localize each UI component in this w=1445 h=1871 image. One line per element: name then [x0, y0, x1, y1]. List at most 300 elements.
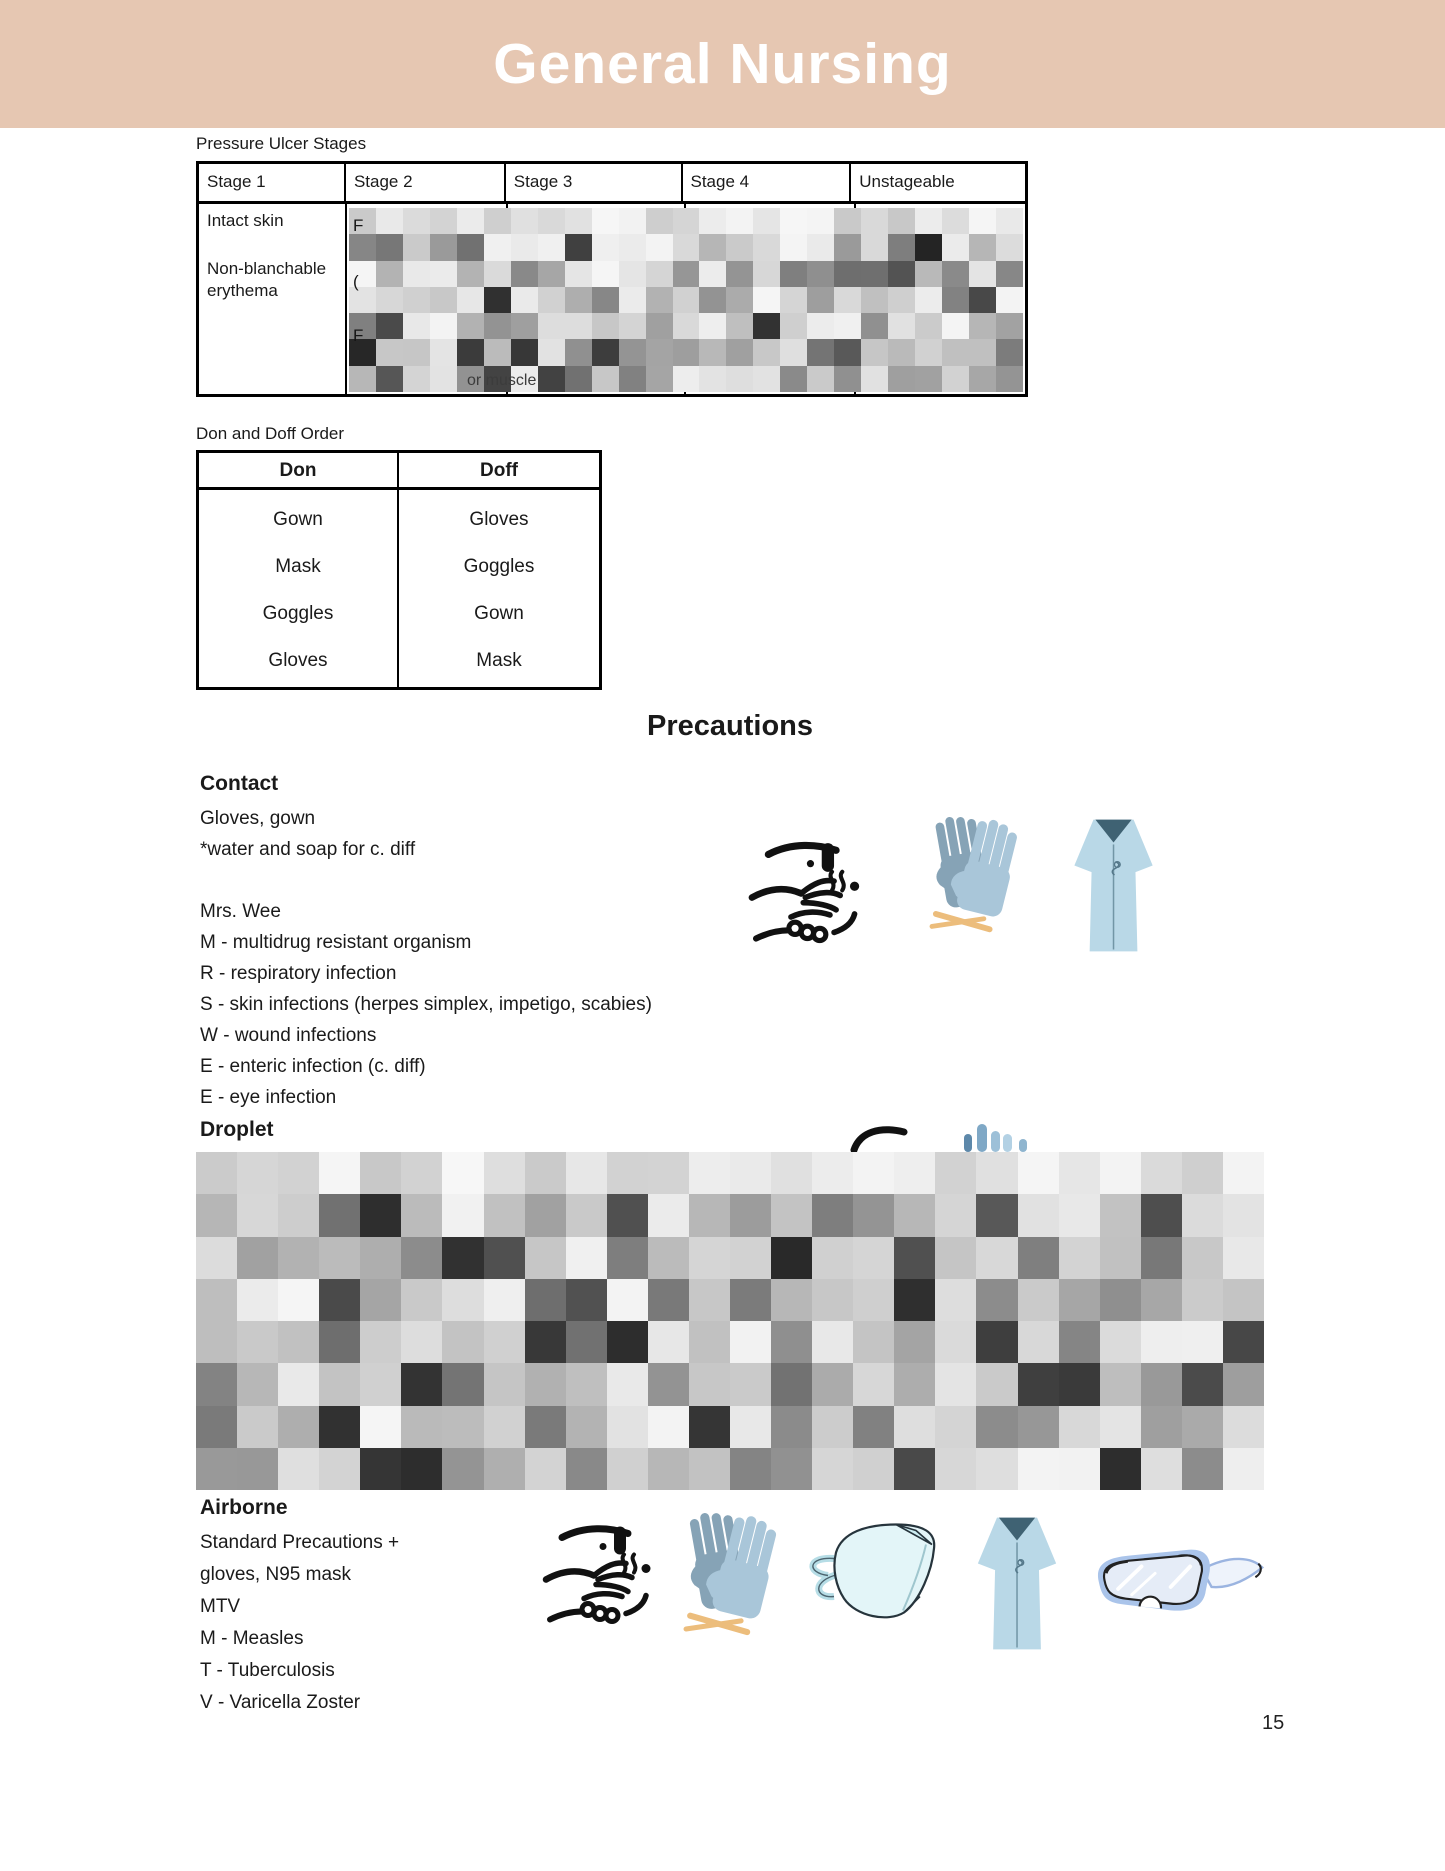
mosaic-cell: [888, 234, 915, 260]
mosaic-cell: [592, 261, 619, 287]
mosaic-cell: [442, 1279, 483, 1321]
mosaic-cell: [1059, 1448, 1100, 1490]
mosaic-cell: [699, 313, 726, 339]
mosaic-cell: [319, 1194, 360, 1236]
mosaic-cell: [484, 1237, 525, 1279]
mosaic-cell: [915, 366, 942, 392]
mosaic-cell: [1100, 1152, 1141, 1194]
mosaic-cell: [430, 208, 457, 234]
mosaic-cell: [1182, 1237, 1223, 1279]
mosaic-cell: [457, 208, 484, 234]
stage1-cell: [199, 204, 345, 308]
mosaic-cell: [278, 1237, 319, 1279]
mosaic-cell: [726, 208, 753, 234]
don-doff-header-cell: Doff: [480, 460, 518, 481]
mosaic-cell: [1059, 1194, 1100, 1236]
mosaic-cell: [566, 1194, 607, 1236]
mosaic-cell: [976, 1279, 1017, 1321]
mosaic-cell: [1223, 1406, 1264, 1448]
mosaic-cell: [1059, 1321, 1100, 1363]
mosaic-cell: [689, 1406, 730, 1448]
mosaic-cell: [403, 208, 430, 234]
don-doff-table-label: Don and Doff Order: [196, 424, 345, 443]
mosaic-cell: [861, 366, 888, 392]
mosaic-cell: [484, 313, 511, 339]
mosaic-cell: [278, 1363, 319, 1405]
mosaic-cell: [457, 261, 484, 287]
mosaic-cell: [196, 1237, 237, 1279]
pressure-ulcer-table-body: [199, 204, 1025, 394]
mosaic-cell: [780, 366, 807, 392]
handwash-icon: [745, 838, 880, 956]
mosaic-cell: [834, 261, 861, 287]
mosaic-cell: [525, 1152, 566, 1194]
mosaic-cell: [771, 1152, 812, 1194]
mosaic-cell: [430, 234, 457, 260]
doff-item: Gown: [474, 602, 524, 624]
mosaic-cell: [942, 366, 969, 392]
mosaic-cell: [894, 1194, 935, 1236]
mosaic-cell: [511, 208, 538, 234]
mosaic-cell: [969, 261, 996, 287]
don-doff-header-cell: Don: [199, 453, 399, 487]
mosaic-cell: [442, 1237, 483, 1279]
mosaic-cell: [812, 1152, 853, 1194]
mosaic-cell: [237, 1321, 278, 1363]
don-item: Gloves: [268, 649, 328, 671]
contact-line: Gloves, gown: [200, 808, 316, 829]
mosaic-cell: [726, 313, 753, 339]
mosaic-cell: [442, 1194, 483, 1236]
mosaic-cell: [430, 261, 457, 287]
mosaic-cell: [753, 366, 780, 392]
mosaic-cell: [894, 1363, 935, 1405]
mosaic-cell: [237, 1448, 278, 1490]
mosaic-cell: [360, 1194, 401, 1236]
mosaic-cell: [1100, 1194, 1141, 1236]
mosaic-cell: [648, 1237, 689, 1279]
mosaic-cell: [484, 1406, 525, 1448]
contact-line: Mrs. Wee: [200, 901, 281, 922]
mosaic-cell: [1018, 1448, 1059, 1490]
mosaic-cell: [349, 234, 376, 260]
mosaic-cell: [592, 366, 619, 392]
mosaic-cell: [834, 234, 861, 260]
mosaic-cell: [565, 366, 592, 392]
pressure-ulcer-table-header: [199, 164, 1025, 204]
mosaic-cell: [894, 1448, 935, 1490]
mosaic-cell: [646, 366, 673, 392]
mosaic-cell: [525, 1448, 566, 1490]
mosaic-cell: [525, 1237, 566, 1279]
mosaic-cell: [1182, 1152, 1223, 1194]
mosaic-cell: [996, 339, 1023, 365]
mosaic-cell: [812, 1448, 853, 1490]
mosaic-cell: [730, 1406, 771, 1448]
mosaic-cell: [780, 313, 807, 339]
mosaic-cell: [360, 1406, 401, 1448]
mosaic-cell: [401, 1237, 442, 1279]
mosaic-cell: [1182, 1194, 1223, 1236]
mosaic-cell: [648, 1363, 689, 1405]
mosaic-cell: [237, 1279, 278, 1321]
doff-item: Mask: [476, 649, 522, 671]
mosaic-cell: [403, 366, 430, 392]
don-item: Mask: [275, 555, 321, 577]
mosaic-cell: [1100, 1237, 1141, 1279]
mosaic-cell: [457, 287, 484, 313]
mosaic-cell: [442, 1406, 483, 1448]
mosaic-cell: [935, 1194, 976, 1236]
mosaic-cell: [401, 1152, 442, 1194]
mosaic-cell: [566, 1279, 607, 1321]
pressure-ulcer-header-cell: Unstageable: [859, 172, 955, 191]
mosaic-cell: [1141, 1279, 1182, 1321]
mosaic-cell: [1223, 1152, 1264, 1194]
mosaic-cell: [196, 1321, 237, 1363]
mosaic-cell: [196, 1194, 237, 1236]
mosaic-cell: [511, 339, 538, 365]
mosaic-cell: [565, 234, 592, 260]
n95-mask-icon: [808, 1510, 948, 1635]
mosaic-cell: [538, 234, 565, 260]
mosaic-cell: [376, 261, 403, 287]
mosaic-cell: [915, 313, 942, 339]
mosaic-cell: [894, 1279, 935, 1321]
mosaic-cell: [834, 208, 861, 234]
mosaic-cell: [996, 208, 1023, 234]
mosaic-cell: [689, 1448, 730, 1490]
mosaic-cell: [853, 1321, 894, 1363]
don-item: Gown: [273, 508, 323, 530]
mosaic-cell: [566, 1237, 607, 1279]
mosaic-cell: [996, 261, 1023, 287]
mosaic-cell: [484, 1448, 525, 1490]
mosaic-cell: [942, 339, 969, 365]
mosaic-cell: [753, 261, 780, 287]
mosaic-cell: [861, 287, 888, 313]
mosaic-cell: [607, 1321, 648, 1363]
mosaic-cell: [430, 287, 457, 313]
mosaic-cell: [592, 234, 619, 260]
mosaic-cell: [780, 234, 807, 260]
mosaic-cell: [319, 1448, 360, 1490]
mosaic-cell: [484, 1363, 525, 1405]
mosaic-cell: [1059, 1363, 1100, 1405]
mosaic-cell: [401, 1321, 442, 1363]
contact-line: M - multidrug resistant organism: [200, 932, 472, 953]
mosaic-cell: [969, 234, 996, 260]
mosaic-cell: [753, 287, 780, 313]
mosaic-cell: [646, 234, 673, 260]
mosaic-cell: [861, 313, 888, 339]
doff-item: Gloves: [469, 508, 529, 530]
mosaic-cell: [812, 1194, 853, 1236]
mosaic-cell: [566, 1363, 607, 1405]
mosaic-cell: [807, 234, 834, 260]
mosaic-cell: [1100, 1321, 1141, 1363]
mosaic-cell: [484, 1152, 525, 1194]
mosaic-cell: [812, 1406, 853, 1448]
mosaic-cell: [699, 366, 726, 392]
mosaic-cell: [648, 1321, 689, 1363]
mosaic-cell: [360, 1279, 401, 1321]
mosaic-cell: [319, 1363, 360, 1405]
mosaic-cell: [648, 1406, 689, 1448]
mosaic-cell: [565, 208, 592, 234]
precautions-heading: Precautions: [647, 710, 813, 742]
mosaic-cell: [807, 287, 834, 313]
mosaic-cell: [726, 366, 753, 392]
mosaic-cell: [278, 1194, 319, 1236]
page-number: 15: [1262, 1712, 1285, 1734]
mosaic-cell: [319, 1152, 360, 1194]
contact-line: W - wound infections: [200, 1025, 377, 1046]
mosaic-cell: [673, 313, 700, 339]
handwash-icon: [540, 1515, 670, 1643]
mosaic-cell: [969, 313, 996, 339]
mosaic-cell: [401, 1194, 442, 1236]
mosaic-cell: [360, 1321, 401, 1363]
mosaic-cell: [442, 1448, 483, 1490]
mosaic-cell: [376, 366, 403, 392]
mosaic-cell: [1223, 1194, 1264, 1236]
mosaic-cell: [726, 234, 753, 260]
mosaic-cell: [376, 313, 403, 339]
mosaic-cell: [403, 313, 430, 339]
stage1-text: Non-blanchable erythema: [207, 259, 327, 300]
mosaic-cell: [646, 208, 673, 234]
mosaic-cell: [619, 261, 646, 287]
mosaic-cell: [648, 1194, 689, 1236]
mosaic-cell: [673, 208, 700, 234]
mosaic-cell: [935, 1406, 976, 1448]
goggles-icon: [1085, 1535, 1270, 1635]
mosaic-cell: [1059, 1279, 1100, 1321]
mosaic-cell: [430, 313, 457, 339]
mosaic-cell: [484, 1321, 525, 1363]
mosaic-cell: [457, 339, 484, 365]
don-doff-table: [196, 450, 602, 690]
mosaic-cell: [834, 366, 861, 392]
mosaic-cell: [976, 1152, 1017, 1194]
mosaic-cell: [1100, 1406, 1141, 1448]
mosaic-cell: [853, 1194, 894, 1236]
mosaic-cell: [935, 1321, 976, 1363]
mosaic-cell: [607, 1279, 648, 1321]
pressure-ulcer-header-cell: Stage 1: [199, 164, 346, 201]
mosaic-cell: [771, 1194, 812, 1236]
mosaic-cell: [1182, 1448, 1223, 1490]
mosaic-cell: [888, 366, 915, 392]
mosaic-cell: [278, 1152, 319, 1194]
pressure-ulcer-header-cell: Stage 4: [683, 164, 852, 201]
pressure-ulcer-table: [196, 161, 1028, 397]
mosaic-cell: [730, 1194, 771, 1236]
mosaic-cell: [915, 339, 942, 365]
mosaic-cell: [1059, 1406, 1100, 1448]
gown-icon: [970, 1510, 1065, 1658]
page-banner: [0, 0, 1445, 128]
mosaic-cell: [812, 1363, 853, 1405]
mosaic-cell: [807, 313, 834, 339]
mosaic-cell: [935, 1363, 976, 1405]
mosaic-cell: [699, 234, 726, 260]
mosaic-cell: [566, 1152, 607, 1194]
mosaic-cell: [401, 1363, 442, 1405]
mosaic-cell: [861, 234, 888, 260]
mosaic-cell: [853, 1279, 894, 1321]
mosaic-cell: [1141, 1194, 1182, 1236]
mosaic-cell: [853, 1406, 894, 1448]
mosaic-cell: [607, 1363, 648, 1405]
mosaic-cell: [619, 234, 646, 260]
mosaic-cell: [1059, 1237, 1100, 1279]
mosaic-cell: [646, 313, 673, 339]
mosaic-cell: [376, 339, 403, 365]
mosaic-cell: [726, 339, 753, 365]
mosaic-cell: [935, 1152, 976, 1194]
mosaic-cell: [619, 208, 646, 234]
mosaic-cell: [853, 1152, 894, 1194]
redacted-mosaic-pressure-ulcer: [349, 208, 1023, 392]
gloves-icon: [682, 1505, 794, 1643]
mosaic-cell: [1223, 1321, 1264, 1363]
mosaic-cell: [525, 1406, 566, 1448]
mosaic-cell: [689, 1363, 730, 1405]
mosaic-cell: [915, 234, 942, 260]
mosaic-cell: [834, 287, 861, 313]
don-item: Goggles: [262, 602, 334, 624]
mosaic-cell: [894, 1321, 935, 1363]
mosaic-cell: [648, 1448, 689, 1490]
mosaic-cell: [996, 287, 1023, 313]
mosaic-cell: [607, 1152, 648, 1194]
mosaic-cell: [1018, 1321, 1059, 1363]
mosaic-cell: [319, 1406, 360, 1448]
mosaic-cell: [888, 261, 915, 287]
partial-redacted-text: F: [353, 326, 364, 345]
mosaic-cell: [807, 339, 834, 365]
mosaic-cell: [1100, 1279, 1141, 1321]
mosaic-cell: [753, 313, 780, 339]
mosaic-cell: [1182, 1406, 1223, 1448]
mosaic-cell: [780, 261, 807, 287]
mosaic-cell: [730, 1279, 771, 1321]
mosaic-cell: [1223, 1448, 1264, 1490]
mosaic-cell: [525, 1363, 566, 1405]
mosaic-cell: [853, 1448, 894, 1490]
mosaic-cell: [673, 366, 700, 392]
mosaic-cell: [673, 287, 700, 313]
mosaic-cell: [976, 1448, 1017, 1490]
mosaic-cell: [403, 234, 430, 260]
mosaic-cell: [484, 1194, 525, 1236]
mosaic-cell: [237, 1237, 278, 1279]
stage1-text: Intact skin: [207, 211, 284, 230]
mosaic-cell: [403, 287, 430, 313]
mosaic-cell: [942, 313, 969, 339]
mosaic-cell: [619, 287, 646, 313]
mosaic-cell: [942, 261, 969, 287]
mosaic-cell: [511, 234, 538, 260]
mosaic-cell: [1141, 1406, 1182, 1448]
mosaic-cell: [196, 1279, 237, 1321]
mosaic-cell: [689, 1194, 730, 1236]
mosaic-cell: [237, 1406, 278, 1448]
page-title: General Nursing: [493, 32, 952, 96]
mosaic-cell: [673, 261, 700, 287]
mosaic-cell: [592, 339, 619, 365]
mosaic-cell: [319, 1237, 360, 1279]
partial-redacted-text: (: [353, 272, 359, 291]
airborne-line: Standard Precautions +: [200, 1532, 400, 1553]
mosaic-cell: [1100, 1363, 1141, 1405]
mosaic-cell: [1223, 1363, 1264, 1405]
mosaic-cell: [403, 261, 430, 287]
airborne-line: gloves, N95 mask: [200, 1564, 352, 1585]
mosaic-cell: [1141, 1321, 1182, 1363]
mosaic-cell: [619, 313, 646, 339]
doff-column: [399, 490, 599, 690]
column-divider: [345, 204, 347, 394]
mosaic-cell: [442, 1363, 483, 1405]
mosaic-cell: [592, 208, 619, 234]
mosaic-cell: [935, 1237, 976, 1279]
mosaic-cell: [457, 313, 484, 339]
mosaic-cell: [935, 1448, 976, 1490]
mosaic-cell: [646, 339, 673, 365]
mosaic-cell: [278, 1321, 319, 1363]
mosaic-cell: [648, 1152, 689, 1194]
mosaic-cell: [525, 1321, 566, 1363]
mosaic-cell: [401, 1448, 442, 1490]
mosaic-cell: [689, 1279, 730, 1321]
mosaic-cell: [484, 234, 511, 260]
mosaic-cell: [753, 339, 780, 365]
mosaic-cell: [771, 1363, 812, 1405]
mosaic-cell: [376, 287, 403, 313]
mosaic-cell: [834, 339, 861, 365]
mosaic-cell: [807, 261, 834, 287]
mosaic-cell: [349, 366, 376, 392]
mosaic-cell: [976, 1194, 1017, 1236]
mosaic-cell: [196, 1448, 237, 1490]
mosaic-cell: [538, 339, 565, 365]
mosaic-cell: [648, 1279, 689, 1321]
mosaic-cell: [511, 313, 538, 339]
mosaic-cell: [565, 339, 592, 365]
mosaic-cell: [996, 313, 1023, 339]
mosaic-cell: [484, 208, 511, 234]
contact-heading: Contact: [200, 772, 279, 795]
mosaic-cell: [237, 1152, 278, 1194]
mosaic-cell: [894, 1406, 935, 1448]
mosaic-cell: [484, 287, 511, 313]
mosaic-cell: [996, 366, 1023, 392]
mosaic-cell: [894, 1152, 935, 1194]
airborne-line: M - Measles: [200, 1628, 304, 1649]
mosaic-cell: [730, 1363, 771, 1405]
mosaic-cell: [360, 1237, 401, 1279]
mosaic-cell: [976, 1363, 1017, 1405]
mosaic-cell: [1141, 1363, 1182, 1405]
mosaic-cell: [319, 1321, 360, 1363]
mosaic-cell: [1018, 1279, 1059, 1321]
partial-redacted-text: F: [353, 216, 364, 235]
mosaic-cell: [196, 1363, 237, 1405]
airborne-heading: Airborne: [200, 1496, 288, 1519]
